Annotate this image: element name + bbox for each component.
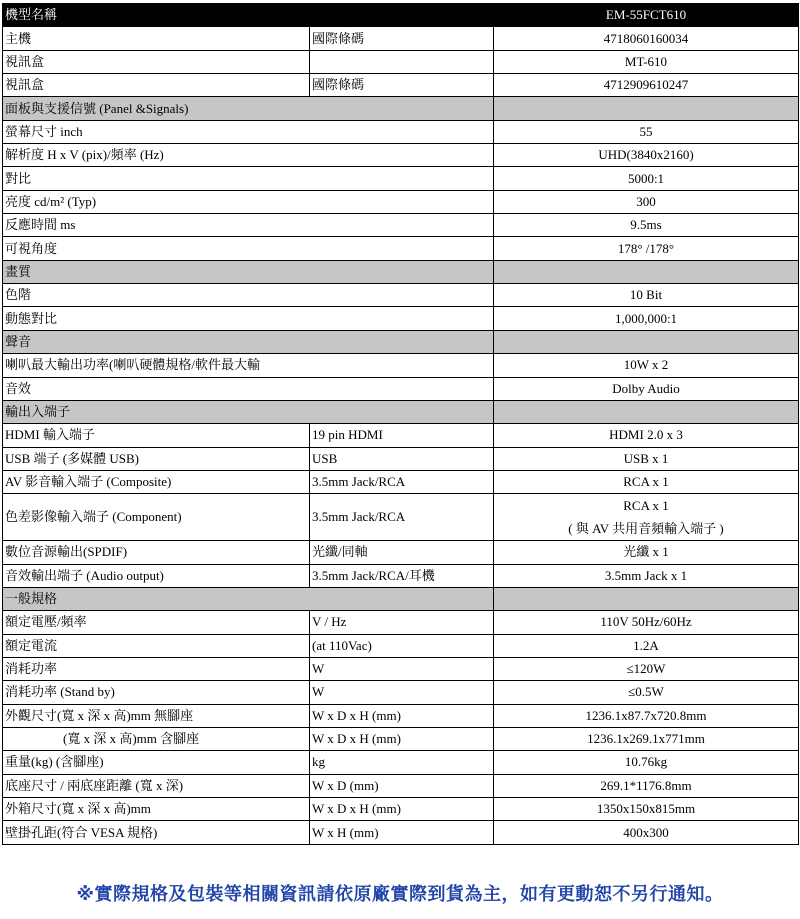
- row-label: 消耗功率: [3, 657, 310, 680]
- row-unit: W x D x H (mm): [310, 704, 494, 727]
- row-value: 55: [494, 120, 799, 143]
- table-row: [3, 821, 799, 844]
- row-value: USB x 1: [494, 447, 799, 470]
- row-value: MT-610: [494, 50, 799, 73]
- section-spacer: [494, 97, 799, 120]
- table-row: [3, 634, 799, 657]
- row-unit: 國際條碼: [310, 27, 494, 50]
- table-row: [3, 494, 799, 541]
- row-value: 1,000,000:1: [494, 307, 799, 330]
- table-row: [3, 167, 799, 190]
- row-value: 400x300: [494, 821, 799, 844]
- row-unit: W x D x H (mm): [310, 727, 494, 750]
- table-row: [3, 564, 799, 587]
- row-label: 螢幕尺寸 inch: [3, 120, 494, 143]
- table-row: [3, 27, 799, 50]
- row-unit: V / Hz: [310, 611, 494, 634]
- row-label: 音效: [3, 377, 494, 400]
- row-value: 10 Bit: [494, 284, 799, 307]
- row-unit: [310, 50, 494, 73]
- section-title: 輸出入端子: [3, 400, 310, 423]
- row-value: HDMI 2.0 x 3: [494, 424, 799, 447]
- section-spacer: [310, 260, 494, 283]
- table-row: [3, 120, 799, 143]
- row-unit: 3.5mm Jack/RCA: [310, 470, 494, 493]
- model-row: [3, 4, 799, 27]
- table-row: [3, 284, 799, 307]
- row-label: 視訊盒: [3, 50, 310, 73]
- row-value: 9.5ms: [494, 214, 799, 237]
- row-label: 反應時間 ms: [3, 214, 494, 237]
- model-mid: [310, 4, 494, 27]
- row-unit: 3.5mm Jack/RCA/耳機: [310, 564, 494, 587]
- table-row: [3, 611, 799, 634]
- row-label: 亮度 cd/m² (Typ): [3, 190, 494, 213]
- table-row: [3, 774, 799, 797]
- table-row: [3, 657, 799, 680]
- table-row: [3, 704, 799, 727]
- row-value: 3.5mm Jack x 1: [494, 564, 799, 587]
- row-value: 10.76kg: [494, 751, 799, 774]
- row-label: AV 影音輸入端子 (Composite): [3, 470, 310, 493]
- row-label: (寬 x 深 x 高)mm 含腳座: [3, 727, 310, 750]
- row-value: Dolby Audio: [494, 377, 799, 400]
- section-spacer: [494, 400, 799, 423]
- section-title: 一般規格: [3, 587, 310, 610]
- row-value: 178° /178°: [494, 237, 799, 260]
- row-value: 10W x 2: [494, 354, 799, 377]
- model-label: 機型名稱: [3, 4, 310, 27]
- row-value: UHD(3840x2160): [494, 144, 799, 167]
- row-value-split: [494, 494, 799, 541]
- section-header-picture: [3, 260, 799, 283]
- row-value: 5000:1: [494, 167, 799, 190]
- table-row: [3, 354, 799, 377]
- table-row: [3, 424, 799, 447]
- table-row: [3, 798, 799, 821]
- row-unit: 國際條碼: [310, 74, 494, 97]
- section-spacer: [494, 587, 799, 610]
- row-label: 主機: [3, 27, 310, 50]
- row-value: RCA x 1: [494, 470, 799, 493]
- row-label: 消耗功率 (Stand by): [3, 681, 310, 704]
- row-label: 壁掛孔距(符合 VESA 規格): [3, 821, 310, 844]
- table-row: [3, 74, 799, 97]
- row-label: 外觀尺寸(寬 x 深 x 高)mm 無腳座: [3, 704, 310, 727]
- row-unit: W x H (mm): [310, 821, 494, 844]
- section-spacer: [494, 330, 799, 353]
- row-value: 4712909610247: [494, 74, 799, 97]
- row-label: 喇叭最大輸出功率(喇叭硬體規格/軟件最大輸: [3, 354, 494, 377]
- row-unit: W: [310, 681, 494, 704]
- row-value: ≤0.5W: [494, 681, 799, 704]
- section-spacer: [310, 330, 494, 353]
- table-row: [3, 190, 799, 213]
- section-title: 聲音: [3, 330, 310, 353]
- row-value: 光纖 x 1: [494, 541, 799, 564]
- row-label: 色差影像輸入端子 (Component): [3, 494, 310, 541]
- table-row: [3, 751, 799, 774]
- row-label: 動態對比: [3, 307, 494, 330]
- row-value: 300: [494, 190, 799, 213]
- row-label: 外箱尺寸(寬 x 深 x 高)mm: [3, 798, 310, 821]
- row-label: 底座尺寸 / 兩底座距離 (寬 x 深): [3, 774, 310, 797]
- row-unit: 3.5mm Jack/RCA: [310, 494, 494, 541]
- row-label: 可視角度: [3, 237, 494, 260]
- table-row: [3, 447, 799, 470]
- table-row: [3, 377, 799, 400]
- row-label: 重量(kg) (含腳座): [3, 751, 310, 774]
- row-value: 4718060160034: [494, 27, 799, 50]
- row-unit: 19 pin HDMI: [310, 424, 494, 447]
- section-header-panel: [3, 97, 799, 120]
- row-label: USB 端子 (多媒體 USB): [3, 447, 310, 470]
- section-spacer: [310, 400, 494, 423]
- row-value: RCA x 1: [623, 498, 669, 514]
- row-unit: kg: [310, 751, 494, 774]
- disclaimer-note: ※實際規格及包裝等相關資訊請依原廠實際到貨為主，如有更動恕不另行通知。: [76, 884, 724, 905]
- table-row: [3, 681, 799, 704]
- row-unit: 光纖/同軸: [310, 541, 494, 564]
- row-unit: W: [310, 657, 494, 680]
- table-row: [3, 237, 799, 260]
- row-unit: W x D x H (mm): [310, 798, 494, 821]
- spec-table: [2, 3, 799, 845]
- row-label: 色階: [3, 284, 494, 307]
- section-header-sound: [3, 330, 799, 353]
- row-label: 對比: [3, 167, 494, 190]
- row-value: 1.2A: [494, 634, 799, 657]
- row-label: 音效輸出端子 (Audio output): [3, 564, 310, 587]
- section-spacer: [494, 260, 799, 283]
- row-unit: W x D (mm): [310, 774, 494, 797]
- row-value: ≤120W: [494, 657, 799, 680]
- table-row: [3, 214, 799, 237]
- table-row: [3, 144, 799, 167]
- row-value: 269.1*1176.8mm: [494, 774, 799, 797]
- section-title: 畫質: [3, 260, 310, 283]
- section-header-general: [3, 587, 799, 610]
- row-value: 1236.1x269.1x771mm: [494, 727, 799, 750]
- row-label: 數位音源輸出(SPDIF): [3, 541, 310, 564]
- table-row: [3, 470, 799, 493]
- section-header-io: [3, 400, 799, 423]
- row-unit: USB: [310, 447, 494, 470]
- section-spacer: [310, 97, 494, 120]
- table-row: [3, 541, 799, 564]
- row-value: 110V 50Hz/60Hz: [494, 611, 799, 634]
- row-unit: (at 110Vac): [310, 634, 494, 657]
- section-title: 面板與支援信號 (Panel &Signals): [3, 97, 310, 120]
- table-row: [3, 50, 799, 73]
- row-label: 額定電壓/頻率: [3, 611, 310, 634]
- table-row: [3, 727, 799, 750]
- row-value: 1236.1x87.7x720.8mm: [494, 704, 799, 727]
- row-label: 額定電流: [3, 634, 310, 657]
- row-label: 解析度 H x V (pix)/頻率 (Hz): [3, 144, 494, 167]
- row-label: HDMI 輸入端子: [3, 424, 310, 447]
- model-value: EM-55FCT610: [494, 4, 799, 27]
- section-spacer: [310, 587, 494, 610]
- table-row: [3, 307, 799, 330]
- row-value-note: ( 與 AV 共用音頻輸入端子 ): [568, 521, 724, 537]
- row-value: 1350x150x815mm: [494, 798, 799, 821]
- row-label: 視訊盒: [3, 74, 310, 97]
